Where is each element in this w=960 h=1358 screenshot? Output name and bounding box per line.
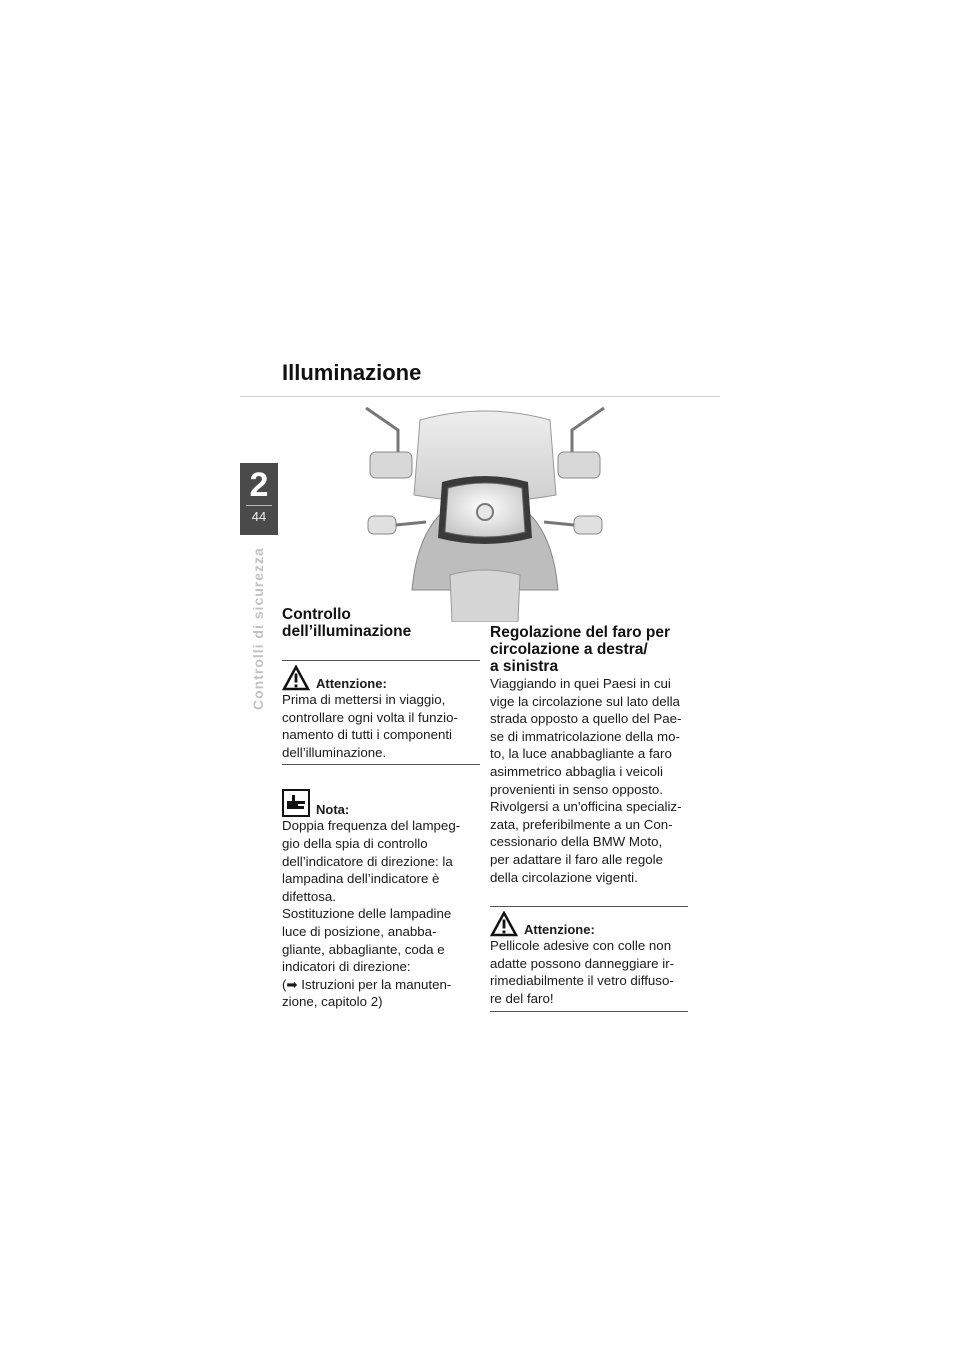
note-text bbox=[282, 817, 480, 1011]
title-divider bbox=[240, 396, 720, 397]
note-header bbox=[282, 785, 480, 817]
warning-label: Attenzione: bbox=[524, 922, 595, 938]
text-line: namento di tutti i componenti bbox=[282, 727, 453, 743]
note-hand-icon bbox=[282, 789, 310, 817]
body-text bbox=[490, 675, 688, 886]
warning-header bbox=[490, 906, 688, 937]
warning-text bbox=[490, 937, 688, 1007]
text-line: provenienti in senso opposto. bbox=[490, 781, 663, 797]
warning-notice bbox=[490, 906, 688, 1011]
text-line: zione, capitolo 2) bbox=[282, 994, 383, 1010]
heading-line: circolazione a destra/ bbox=[490, 641, 648, 658]
note-label: Nota: bbox=[316, 802, 350, 818]
heading-line: dell’illuminazione bbox=[282, 623, 412, 640]
heading-line: Controllo bbox=[282, 606, 351, 623]
chapter-side-label: Controlli di sicurezza bbox=[250, 547, 266, 710]
left-column bbox=[282, 606, 480, 1011]
note-notice bbox=[282, 785, 480, 1011]
text-line: Viaggiando in quei Paesi in cui bbox=[490, 676, 671, 691]
text-line: gio della spia di controllo bbox=[282, 835, 428, 851]
warning-notice bbox=[282, 660, 480, 765]
warning-label: Attenzione: bbox=[316, 676, 387, 691]
text-line: difettosa. bbox=[282, 888, 336, 904]
text-line: gliante, abbagliante, coda e bbox=[282, 941, 445, 957]
text-line: Sostituzione delle lampadine bbox=[282, 906, 452, 922]
text-line: cessionario della BMW Moto, bbox=[490, 834, 663, 850]
warning-icon bbox=[490, 911, 518, 937]
text-line: (➡ Istruzioni per la manuten- bbox=[282, 976, 452, 992]
text-line: to, la luce anabbagliante a faro bbox=[490, 746, 672, 762]
text-line: adatte possono danneggiare ir- bbox=[490, 955, 675, 971]
warning-header bbox=[282, 660, 480, 691]
text-line: Doppia frequenza del lampeg- bbox=[282, 818, 461, 834]
text-line: dell’illuminazione. bbox=[282, 744, 387, 760]
text-line: se di immatricolazione della mo- bbox=[490, 728, 680, 744]
text-line: vige la circolazione sul lato della bbox=[490, 693, 680, 709]
chapter-number: 2 bbox=[249, 466, 269, 504]
text-line: strada opposto a quello del Pae- bbox=[490, 711, 682, 727]
page-number: 44 bbox=[251, 509, 267, 524]
text-line: asimmetrico abbaglia i veicoli bbox=[490, 763, 663, 779]
text-line: zata, preferibilmente a un Con- bbox=[490, 816, 673, 832]
text-line: Prima di mettersi in viaggio, bbox=[282, 692, 446, 707]
text-line: re del faro! bbox=[490, 990, 554, 1006]
chapter-tab bbox=[240, 463, 278, 535]
text-line: rimediabilmente il vetro diffuso- bbox=[490, 973, 674, 989]
text-line: controllare ogni volta il funzio- bbox=[282, 709, 458, 725]
text-line: dell’indicatore di direzione: la bbox=[282, 853, 453, 869]
headlight-illustration bbox=[360, 400, 610, 622]
text-line: luce di posizione, anabba- bbox=[282, 923, 437, 939]
section-heading-headlight-adjustment bbox=[490, 624, 688, 675]
text-line: lampadina dell’indicatore è bbox=[282, 871, 440, 887]
text-line: Pellicole adesive con colle non bbox=[490, 938, 672, 954]
warning-text bbox=[282, 691, 480, 761]
text-line: per adattare il faro alle regole bbox=[490, 851, 663, 867]
text-line: indicatori di direzione: bbox=[282, 959, 411, 975]
heading-line: a sinistra bbox=[490, 658, 559, 675]
warning-icon bbox=[282, 665, 310, 691]
section-heading-lighting-check bbox=[282, 606, 480, 640]
page-title: Illuminazione bbox=[282, 360, 422, 385]
right-column bbox=[490, 624, 688, 1012]
text-line: Rivolgersi a un'officina specializ- bbox=[490, 799, 682, 815]
text-line: della circolazione vigenti. bbox=[490, 869, 638, 885]
heading-line: Regolazione del faro per bbox=[490, 624, 671, 641]
